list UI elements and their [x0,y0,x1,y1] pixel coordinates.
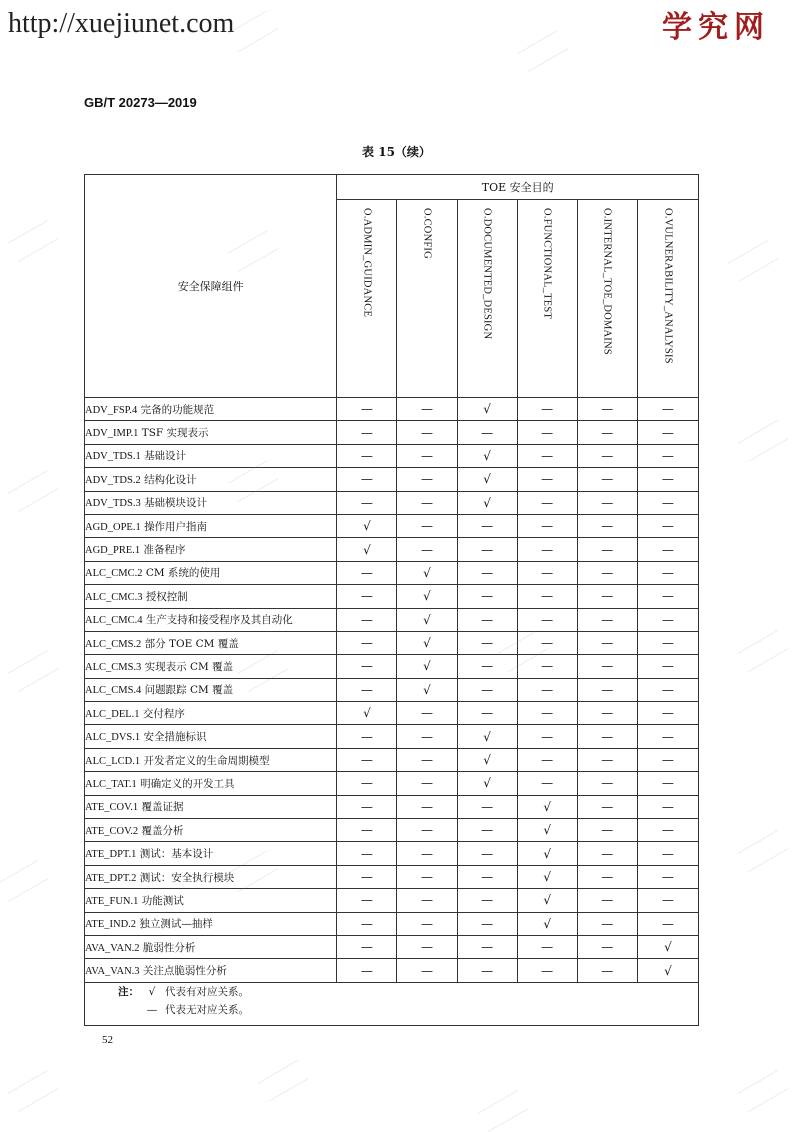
table-row [85,865,699,888]
table-note [85,982,699,1025]
mapping-dash-mark: — [337,491,397,514]
mapping-dash-mark: — [397,538,457,561]
mapping-dash-mark: — [637,608,698,631]
component-cell [85,842,337,865]
component-cell [85,819,337,842]
component-name: TSF 实现表示 [141,427,209,440]
mapping-dash-mark: — [457,585,517,608]
mapping-dash-mark: — [577,819,637,842]
mapping-dash-mark: — [517,444,577,467]
mapping-dash-mark: — [397,772,457,795]
objective-label: O.FUNCTIONAL_TEST [541,208,553,320]
mapping-dash-mark: — [397,748,457,771]
mapping-dash-mark: — [457,819,517,842]
mapping-check-mark: √ [457,468,517,491]
component-cell [85,398,337,421]
mapping-dash-mark: — [577,608,637,631]
mapping-dash-mark: — [517,631,577,654]
note-symbol: √ [148,985,156,998]
watermark-mark [258,1060,309,1102]
mapping-dash-mark: — [397,819,457,842]
note-prefix: 注： [118,986,139,999]
mapping-dash-mark: — [637,398,698,421]
component-cell [85,655,337,678]
page-number: 52 [102,1034,113,1046]
component-name: 结构化设计 [144,473,197,486]
mapping-dash-mark: — [577,748,637,771]
component-name: 基础设计 [144,450,187,463]
watermark-mark [478,1090,529,1132]
mapping-dash-mark: — [517,725,577,748]
mapping-dash-mark: — [337,585,397,608]
mapping-dash-mark: — [457,912,517,935]
mapping-dash-mark: — [337,842,397,865]
component-name: 覆盖分析 [141,824,184,837]
component-name: 问题跟踪 CM 覆盖 [144,684,234,697]
mapping-dash-mark: — [457,959,517,982]
table-caption: 表 15（续） [362,145,431,159]
component-cell [85,772,337,795]
row-header: 安全保障组件 [85,175,337,398]
watermark-mark [8,470,59,512]
component-cell [85,678,337,701]
mapping-dash-mark: — [457,421,517,444]
mapping-dash-mark: — [397,421,457,444]
component-cell [85,889,337,912]
component-code: ALC_LCD.1 [85,755,141,767]
objective-label: O.ADMIN_GUIDANCE [361,208,373,318]
mapping-dash-mark: — [637,561,698,584]
component-name: 授权控制 [145,590,188,603]
mapping-dash-mark: — [517,514,577,537]
mapping-dash-mark: — [577,678,637,701]
table-row [85,585,699,608]
mapping-dash-mark: — [637,772,698,795]
mapping-check-mark: √ [397,561,457,584]
mapping-dash-mark: — [637,678,698,701]
watermark-mark [8,220,59,262]
component-cell [85,725,337,748]
mapping-dash-mark: — [337,561,397,584]
component-cell [85,608,337,631]
component-code: ALC_CMC.2 [85,568,143,580]
mapping-dash-mark: — [577,398,637,421]
mapping-dash-mark: — [577,795,637,818]
mapping-dash-mark: — [517,748,577,771]
mapping-dash-mark: — [577,865,637,888]
table-row [85,538,699,561]
standard-code: GB/T 20273—2019 [84,95,197,110]
watermark-mark [228,10,279,52]
mapping-check-mark: √ [517,795,577,818]
table-row [85,398,699,421]
mapping-dash-mark: — [517,398,577,421]
component-code: ATE_COV.2 [85,825,139,837]
mapping-dash-mark: — [637,468,698,491]
mapping-dash-mark: — [637,491,698,514]
mapping-dash-mark: — [337,912,397,935]
mapping-dash-mark: — [517,655,577,678]
mapping-dash-mark: — [337,655,397,678]
component-code: ALC_CMC.4 [85,615,143,627]
note-row [85,982,699,1025]
mapping-dash-mark: — [457,889,517,912]
mapping-dash-mark: — [397,702,457,725]
mapping-dash-mark: — [337,959,397,982]
component-code: ADV_IMP.1 [85,428,139,440]
component-name: 覆盖证据 [141,801,184,814]
component-name: CM 系统的使用 [145,567,221,580]
objective-header [397,200,457,398]
component-cell [85,561,337,584]
mapping-dash-mark: — [337,748,397,771]
mapping-dash-mark: — [337,678,397,701]
mapping-dash-mark: — [637,702,698,725]
mapping-dash-mark: — [397,468,457,491]
objective-label: O.DOCUMENTED_DESIGN [481,208,493,340]
mapping-dash-mark: — [577,912,637,935]
mapping-dash-mark: — [577,421,637,444]
table-row [85,772,699,795]
mapping-dash-mark: — [517,959,577,982]
mapping-dash-mark: — [577,702,637,725]
note-text: 代表无对应关系。 [165,1004,249,1017]
table-row [85,491,699,514]
component-cell [85,514,337,537]
table-row [85,631,699,654]
component-cell [85,748,337,771]
mapping-dash-mark: — [337,631,397,654]
site-url[interactable]: http://xuejiunet.com [8,8,235,39]
mapping-dash-mark: — [457,608,517,631]
component-code: ALC_DVS.1 [85,732,141,744]
mapping-dash-mark: — [337,819,397,842]
objective-label: O.CONFIG [421,208,433,259]
component-cell [85,421,337,444]
mapping-dash-mark: — [577,725,637,748]
component-code: ALC_CMS.2 [85,638,142,650]
note-text: 代表有对应关系。 [165,986,249,999]
table-row [85,655,699,678]
mapping-dash-mark: — [337,772,397,795]
table-row [85,819,699,842]
mapping-dash-mark: — [637,842,698,865]
mapping-check-mark: √ [517,865,577,888]
mapping-check-mark: √ [517,819,577,842]
table-row [85,725,699,748]
mapping-dash-mark: — [577,491,637,514]
component-name: 脆弱性分析 [142,941,196,954]
mapping-dash-mark: — [337,468,397,491]
mapping-check-mark: √ [337,514,397,537]
mapping-dash-mark: — [457,702,517,725]
component-code: AVA_VAN.2 [85,942,140,954]
note-line [85,983,698,1001]
mapping-dash-mark: — [637,912,698,935]
mapping-dash-mark: — [637,585,698,608]
component-name: 生产支持和接受程序及其自动化 [145,614,293,627]
component-name: 完备的功能规范 [140,403,215,416]
watermark-mark [738,420,789,462]
mapping-dash-mark: — [517,468,577,491]
mapping-dash-mark: — [337,725,397,748]
mapping-check-mark: √ [517,889,577,912]
mapping-dash-mark: — [397,842,457,865]
mapping-check-mark: √ [637,959,698,982]
component-cell [85,585,337,608]
component-cell [85,444,337,467]
mapping-dash-mark: — [397,912,457,935]
table-row [85,842,699,865]
mapping-dash-mark: — [637,631,698,654]
mapping-dash-mark: — [637,725,698,748]
objective-header [637,200,698,398]
watermark-mark [728,240,779,282]
mapping-dash-mark: — [397,514,457,537]
mapping-dash-mark: — [637,421,698,444]
component-code: ALC_CMS.3 [85,661,142,673]
component-cell [85,912,337,935]
table-row [85,702,699,725]
mapping-dash-mark: — [637,514,698,537]
table-row [85,912,699,935]
mapping-dash-mark: — [457,538,517,561]
mapping-dash-mark: — [337,795,397,818]
mapping-dash-mark: — [577,468,637,491]
mapping-dash-mark: — [637,655,698,678]
mapping-dash-mark: — [337,865,397,888]
component-name: 测试：基本设计 [139,848,214,861]
mapping-dash-mark: — [577,959,637,982]
mapping-dash-mark: — [457,935,517,958]
table-row [85,748,699,771]
table-row [85,514,699,537]
mapping-dash-mark: — [337,398,397,421]
mapping-table [84,174,699,1026]
mapping-check-mark: √ [517,912,577,935]
table-row [85,561,699,584]
table-row [85,421,699,444]
mapping-dash-mark: — [337,444,397,467]
component-name: 准备程序 [143,544,186,557]
component-code: ADV_TDS.3 [85,498,141,510]
watermark-mark [0,860,48,902]
mapping-dash-mark: — [517,561,577,584]
mapping-dash-mark: — [637,865,698,888]
component-cell [85,935,337,958]
component-code: ALC_CMS.4 [85,685,142,697]
component-code: ATE_FUN.1 [85,895,139,907]
mapping-check-mark: √ [457,444,517,467]
objective-header [517,200,577,398]
mapping-check-mark: √ [397,655,457,678]
mapping-check-mark: √ [517,842,577,865]
mapping-check-mark: √ [457,772,517,795]
component-name: 独立测试—抽样 [139,918,213,931]
mapping-dash-mark: — [577,538,637,561]
component-cell [85,865,337,888]
mapping-check-mark: √ [397,608,457,631]
mapping-dash-mark: — [457,678,517,701]
objective-header [457,200,517,398]
table-row [85,444,699,467]
mapping-dash-mark: — [397,935,457,958]
component-name: 明确定义的开发工具 [140,777,235,790]
mapping-dash-mark: — [577,842,637,865]
mapping-dash-mark: — [457,514,517,537]
mapping-check-mark: √ [457,491,517,514]
mapping-dash-mark: — [397,491,457,514]
component-cell [85,631,337,654]
component-code: ADV_FSP.4 [85,404,138,416]
mapping-dash-mark: — [517,491,577,514]
mapping-dash-mark: — [457,655,517,678]
mapping-dash-mark: — [637,889,698,912]
watermark-mark [8,650,59,692]
table-row [85,468,699,491]
component-name: 操作用户指南 [144,520,208,533]
component-cell [85,795,337,818]
component-cell [85,959,337,982]
component-name: 交付程序 [142,707,185,720]
site-logo: 学究网 [662,10,770,45]
component-cell [85,468,337,491]
component-code: ALC_DEL.1 [85,708,140,720]
component-code: AGD_OPE.1 [85,521,141,533]
mapping-dash-mark: — [517,772,577,795]
mapping-dash-mark: — [577,655,637,678]
mapping-dash-mark: — [637,538,698,561]
mapping-dash-mark: — [577,889,637,912]
mapping-dash-mark: — [397,398,457,421]
watermark-mark [8,1070,59,1112]
table-row [85,678,699,701]
objective-header [577,200,637,398]
component-name: 安全措施标识 [143,731,207,744]
mapping-dash-mark: — [337,608,397,631]
mapping-dash-mark: — [517,585,577,608]
table-row [85,795,699,818]
mapping-dash-mark: — [577,935,637,958]
watermark-mark [518,30,569,72]
mapping-dash-mark: — [517,678,577,701]
component-cell [85,702,337,725]
mapping-check-mark: √ [457,748,517,771]
mapping-dash-mark: — [577,514,637,537]
mapping-dash-mark: — [337,421,397,444]
mapping-check-mark: √ [457,725,517,748]
mapping-dash-mark: — [337,889,397,912]
component-cell [85,491,337,514]
objective-label: O.INTERNAL_TOE_DOMAINS [601,208,613,355]
component-name: 测试：安全执行模块 [139,871,235,884]
mapping-dash-mark: — [337,935,397,958]
component-name: 基础模块设计 [144,497,208,510]
mapping-dash-mark: — [637,795,698,818]
component-code: ATE_COV.1 [85,802,139,814]
watermark-mark [738,830,789,872]
table-row [85,935,699,958]
table-row [85,959,699,982]
mapping-check-mark: √ [397,631,457,654]
mapping-check-mark: √ [397,678,457,701]
component-code: ATE_IND.2 [85,919,137,931]
component-name: 开发者定义的生命周期模型 [143,754,270,767]
group-header: TOE 安全目的 [337,175,699,200]
mapping-check-mark: √ [337,538,397,561]
mapping-dash-mark: — [397,865,457,888]
mapping-dash-mark: — [397,959,457,982]
mapping-check-mark: √ [337,702,397,725]
mapping-dash-mark: — [637,444,698,467]
objective-label: O.VULNERABILITY_ANALYSIS [662,208,674,364]
component-name: 关注点脆弱性分析 [142,965,227,978]
mapping-dash-mark: — [457,842,517,865]
mapping-dash-mark: — [397,725,457,748]
component-cell [85,538,337,561]
mapping-dash-mark: — [577,444,637,467]
watermark-mark [738,630,789,672]
component-code: ADV_TDS.1 [85,451,141,463]
component-code: ALC_TAT.1 [85,778,137,790]
mapping-dash-mark: — [517,935,577,958]
mapping-dash-mark: — [397,889,457,912]
mapping-dash-mark: — [577,631,637,654]
mapping-check-mark: √ [457,398,517,421]
mapping-dash-mark: — [517,421,577,444]
note-line [85,1001,698,1019]
mapping-check-mark: √ [637,935,698,958]
mapping-dash-mark: — [637,819,698,842]
mapping-dash-mark: — [637,748,698,771]
component-name: 部分 TOE CM 覆盖 [144,637,239,650]
component-code: ATE_DPT.1 [85,849,137,861]
table-row [85,889,699,912]
note-symbol: — [146,1003,158,1016]
mapping-check-mark: √ [397,585,457,608]
mapping-dash-mark: — [517,702,577,725]
component-code: AVA_VAN.3 [85,966,140,978]
watermark-mark [738,1070,789,1112]
component-name: 实现表示 CM 覆盖 [144,660,234,673]
mapping-dash-mark: — [517,608,577,631]
objective-header [337,200,397,398]
mapping-dash-mark: — [457,795,517,818]
component-code: AGD_PRE.1 [85,545,141,557]
table-row [85,608,699,631]
component-code: ALC_CMC.3 [85,591,143,603]
mapping-dash-mark: — [457,561,517,584]
mapping-dash-mark: — [517,538,577,561]
mapping-dash-mark: — [577,772,637,795]
mapping-dash-mark: — [457,865,517,888]
mapping-dash-mark: — [397,444,457,467]
mapping-dash-mark: — [397,795,457,818]
component-name: 功能测试 [141,894,184,907]
component-code: ATE_DPT.2 [85,872,137,884]
component-code: ADV_TDS.2 [85,474,141,486]
mapping-dash-mark: — [577,561,637,584]
mapping-dash-mark: — [577,585,637,608]
mapping-dash-mark: — [457,631,517,654]
